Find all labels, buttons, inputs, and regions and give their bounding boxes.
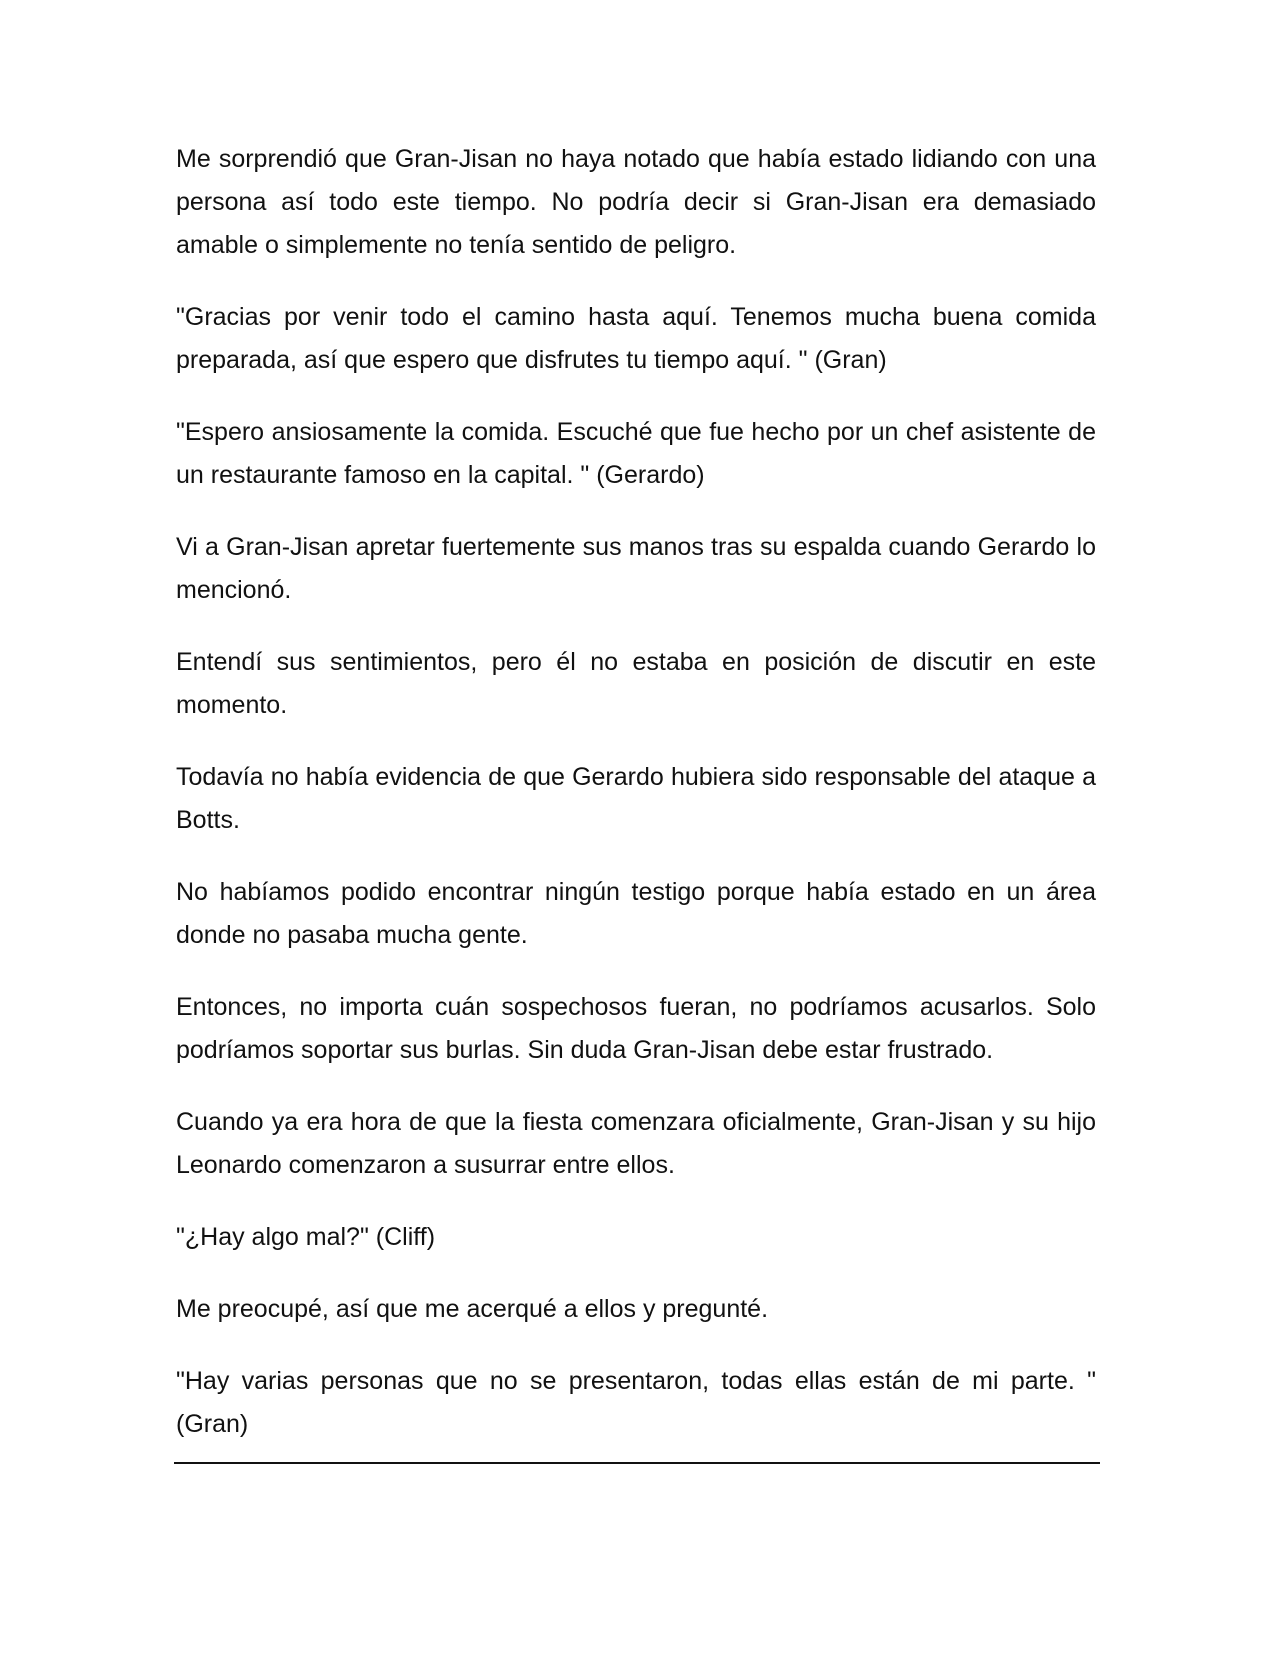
paragraph-7: No habíamos podido encontrar ningún testigo porque había estado en un área donde no pasaba mucha gente. xyxy=(176,878,1096,949)
paragraph-1: Me sorprendió que Gran-Jisan no haya notado que había estado lidiando con una persona así todo este tiempo. No podría decir si Gran-Jisan era demasiado amable o simplemente no tenía sentido de peligro. xyxy=(176,145,1096,259)
paragraph-10: "¿Hay algo mal?" (Cliff) xyxy=(176,1223,436,1251)
paragraph-9: Cuando ya era hora de que la fiesta comenzara oficialmente, Gran-Jisan y su hijo Leonardo comenzaron a susurrar entre ellos. xyxy=(176,1108,1096,1179)
paragraph-2: "Gracias por venir todo el camino hasta aquí. Tenemos mucha buena comida preparada, así que espero que disfrutes tu tiempo aquí. " (Gran) xyxy=(176,303,1096,374)
paragraph-5: Entendí sus sentimientos, pero él no estaba en posición de discutir en este momento. xyxy=(176,648,1096,719)
paragraph-6: Todavía no había evidencia de que Gerardo hubiera sido responsable del ataque a Botts. xyxy=(176,763,1096,834)
paragraph-12: "Hay varias personas que no se presentaron, todas ellas están de mi parte. " (Gran) xyxy=(176,1367,1096,1438)
paragraph-4: Vi a Gran-Jisan apretar fuertemente sus manos tras su espalda cuando Gerardo lo mencionó. xyxy=(176,533,1096,604)
footer-divider xyxy=(174,1462,1100,1464)
paragraph-3: "Espero ansiosamente la comida. Escuché que fue hecho por un chef asistente de un restaurante famoso en la capital. " (Gerardo) xyxy=(176,418,1096,489)
document-body xyxy=(176,138,1096,1475)
paragraph-8: Entonces, no importa cuán sospechosos fueran, no podríamos acusarlos. Solo podríamos soportar sus burlas. Sin duda Gran-Jisan debe estar frustrado. xyxy=(176,993,1096,1064)
paragraph-11: Me preocupé, así que me acerqué a ellos y pregunté. xyxy=(176,1295,769,1323)
